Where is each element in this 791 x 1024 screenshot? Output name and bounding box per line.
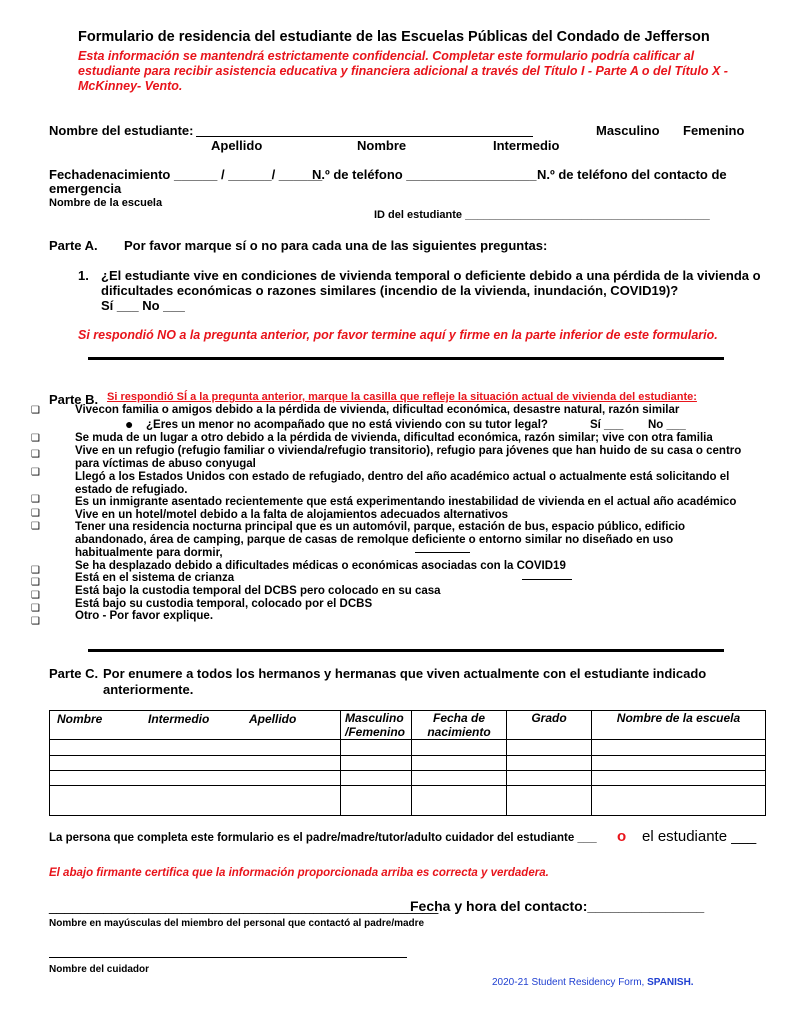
emergency-phone-label: N.º de teléfono del contacto de — [537, 167, 727, 182]
checkbox-nighttime[interactable]: ❑ — [31, 521, 40, 532]
last-name-caption: Apellido — [211, 138, 263, 153]
checkbox-hotel[interactable]: ❑ — [31, 508, 40, 519]
form-year: 2020-21 Student Residency Form, — [492, 977, 645, 988]
underline-mark — [415, 552, 470, 553]
option-nighttime-cont: abandonado, área de camping, parque de casas de remolque deficiente o entorno similar no diseñado en uso — [75, 534, 674, 546]
checkbox-dcbs-home[interactable]: ❑ — [31, 590, 40, 601]
unaccompanied-question: ¿Eres un menor no acompañado que no está viviendo con su tutor legal? — [146, 419, 548, 431]
part-c-instruction-cont: anteriormente. — [103, 682, 194, 697]
unaccompanied-yes[interactable]: Sí ___ — [590, 419, 624, 431]
caregiver-signature-line[interactable] — [49, 957, 407, 958]
section-divider — [88, 649, 724, 652]
table-header-row — [50, 711, 766, 740]
checkbox-refugee[interactable]: ❑ — [31, 467, 40, 478]
part-a-instruction: Por favor marque sí o no para cada una de las siguientes preguntas: — [124, 238, 548, 253]
confidential-note-line2: estudiante para recibir asistencia educativa y financiera adicional a través del Título I - Parte A o del Título X - — [78, 64, 728, 78]
col-sexo: Masculino — [345, 711, 404, 725]
option-nighttime: Tener una residencia nocturna principal que es un automóvil, parque, estación de bus, espacio público, edificio — [75, 521, 686, 533]
student-id-field[interactable]: ID del estudiante ________________________________________ — [374, 209, 710, 221]
emergency-phone-label-cont: emergencia — [49, 181, 122, 196]
female-option[interactable]: Femenino — [683, 123, 745, 138]
checkbox-dcbs-placed[interactable]: ❑ — [31, 603, 40, 614]
col-sexo-cont: /Femenino — [345, 725, 406, 739]
confidential-note-line1: Esta información se mantendrá estrictamente confidencial. Completar este formulario podría calificar al — [78, 49, 695, 63]
grade-header-cell — [507, 711, 592, 740]
col-nombre: Nombre — [57, 712, 103, 726]
birthdate-field[interactable]: Fechadenacimiento ______ / ______/ ______ — [49, 167, 323, 182]
checkbox-family[interactable]: ❑ — [31, 405, 40, 416]
part-b-instruction: Si respondió SÍ a la pregunta anterior, marque la casilla que refleje la situación actual de vivienda del estudiante: — [107, 391, 697, 403]
part-b-label: Parte B. — [49, 392, 99, 407]
middle-name-caption: Intermedio — [493, 138, 560, 153]
table-row[interactable] — [50, 740, 766, 756]
or-separator: o — [617, 828, 627, 845]
school-name-label: Nombre de la escuela — [49, 197, 163, 209]
col-grado: Grado — [531, 711, 567, 725]
part-a-label: Parte A. — [49, 238, 98, 253]
table-row[interactable] — [50, 771, 766, 786]
checkbox-covid[interactable]: ❑ — [31, 565, 40, 576]
col-fecha: Fecha de — [432, 711, 486, 725]
option-other: Otro - Por favor explique. — [75, 610, 214, 622]
sex-header-cell — [341, 711, 412, 740]
page-title: Formulario de residencia del estudiante de las Escuelas Públicas del Condado de Jefferson — [78, 29, 710, 45]
question-number: 1. — [78, 268, 89, 283]
siblings-table — [49, 710, 766, 816]
student-name-label: Nombre del estudiante: — [49, 123, 194, 138]
male-option[interactable]: Masculino — [596, 123, 660, 138]
contact-datetime-field[interactable]: Fecha y hora del contacto:_______________ — [410, 898, 705, 914]
option-foster: Está en el sistema de crianza — [75, 572, 235, 584]
option-dcbs-home: Está bajo la custodia temporal del DCBS pero colocado en su casa — [75, 585, 441, 597]
form-language: SPANISH. — [647, 977, 694, 988]
option-shelter-cont: para víctimas de abuso conyugal — [75, 458, 256, 470]
section-divider — [88, 357, 724, 360]
checkbox-foster[interactable]: ❑ — [31, 577, 40, 588]
option-nighttime-cont2: habitualmente para dormir, — [75, 547, 223, 559]
option-family: Vivecon familia o amigos debido a la pérdida de vivienda, dificultad económica, desastre natural, razón similar — [75, 404, 680, 416]
option-dcbs-placed: Está bajo su custodia temporal, colocado por el DCBS — [75, 598, 373, 610]
option-moving: Se muda de un lugar a otro debido a la pérdida de vivienda, dificultad económica, razón similar; vive con otra familia — [75, 432, 713, 444]
option-hotel: Vive en un hotel/motel debido a la falta de alojamientos adecuados alternativos — [75, 509, 509, 521]
name-header-cell — [50, 711, 341, 740]
checkbox-moving[interactable]: ❑ — [31, 433, 40, 444]
phone-field[interactable]: N.º de teléfono __________________ — [312, 167, 537, 182]
checkbox-immigrant[interactable]: ❑ — [31, 494, 40, 505]
form-identifier — [492, 977, 694, 988]
col-apellido: Apellido — [249, 712, 297, 726]
housing-answer-field[interactable]: Sí ___ No ___ — [101, 298, 185, 313]
student-option[interactable]: el estudiante ___ — [642, 828, 757, 845]
part-c-instruction: Por enumere a todos los hermanos y hermanas que viven actualmente con el estudiante indicado — [103, 666, 707, 681]
housing-question-line2: dificultades económicas o razones similares (incendio de la vivienda, inundación, COVID19)? — [101, 283, 679, 298]
col-intermedio: Intermedio — [148, 712, 210, 726]
option-refugee-cont: estado de refugiado. — [75, 484, 188, 496]
unaccompanied-no[interactable]: No ___ — [648, 419, 686, 431]
dob-header-cell — [412, 711, 507, 740]
option-immigrant: Es un inmigrante asentado recientemente que está experimentando inestabilidad de vivienda en el actual año académico — [75, 496, 737, 508]
underline-mark — [522, 579, 572, 580]
bullet-icon: ● — [125, 416, 134, 432]
option-covid: Se ha desplazado debido a dificultades médicas o económicas asociadas con la COVID19 — [75, 560, 566, 572]
col-fecha-cont: nacimiento — [427, 725, 491, 739]
stop-instruction: Si respondió NO a la pregunta anterior, por favor termine aquí y firme en la parte inferior de este formulario. — [78, 328, 718, 342]
staff-name-field[interactable]: __________________________________________________ — [49, 898, 439, 914]
checkbox-shelter[interactable]: ❑ — [31, 449, 40, 460]
col-escuela: Nombre de la escuela — [616, 711, 741, 725]
respondent-line[interactable]: La persona que completa este formulario es el padre/madre/tutor/adulto cuidador del estudiante ___ — [49, 832, 597, 844]
first-name-caption: Nombre — [357, 138, 407, 153]
staff-name-caption: Nombre en mayúsculas del miembro del personal que contactó al padre/madre — [49, 918, 425, 929]
housing-question-line1: ¿El estudiante vive en condiciones de vivienda temporal o deficiente debido a una pérdida de la vivienda o — [101, 268, 761, 283]
student-name-field[interactable] — [196, 136, 533, 137]
part-c-label: Parte C. — [49, 666, 99, 681]
checkbox-other[interactable]: ❑ — [31, 616, 40, 627]
table-row[interactable] — [50, 786, 766, 816]
school-header-cell — [592, 711, 766, 740]
table-row[interactable] — [50, 756, 766, 771]
certification-note: El abajo firmante certifica que la información proporcionada arriba es correcta y verdadera. — [49, 867, 549, 879]
option-refugee: Llegó a los Estados Unidos con estado de refugiado, dentro del año académico actual o actualmente está solicitando el — [75, 471, 730, 483]
confidential-note-line3: McKinney- Vento. — [78, 79, 183, 93]
caregiver-caption: Nombre del cuidador — [49, 964, 150, 975]
option-shelter: Vive en un refugio (refugio familiar o vivienda/refugio transitorio), refugio para jóvenes que han huido de su casa o centro — [75, 445, 742, 457]
